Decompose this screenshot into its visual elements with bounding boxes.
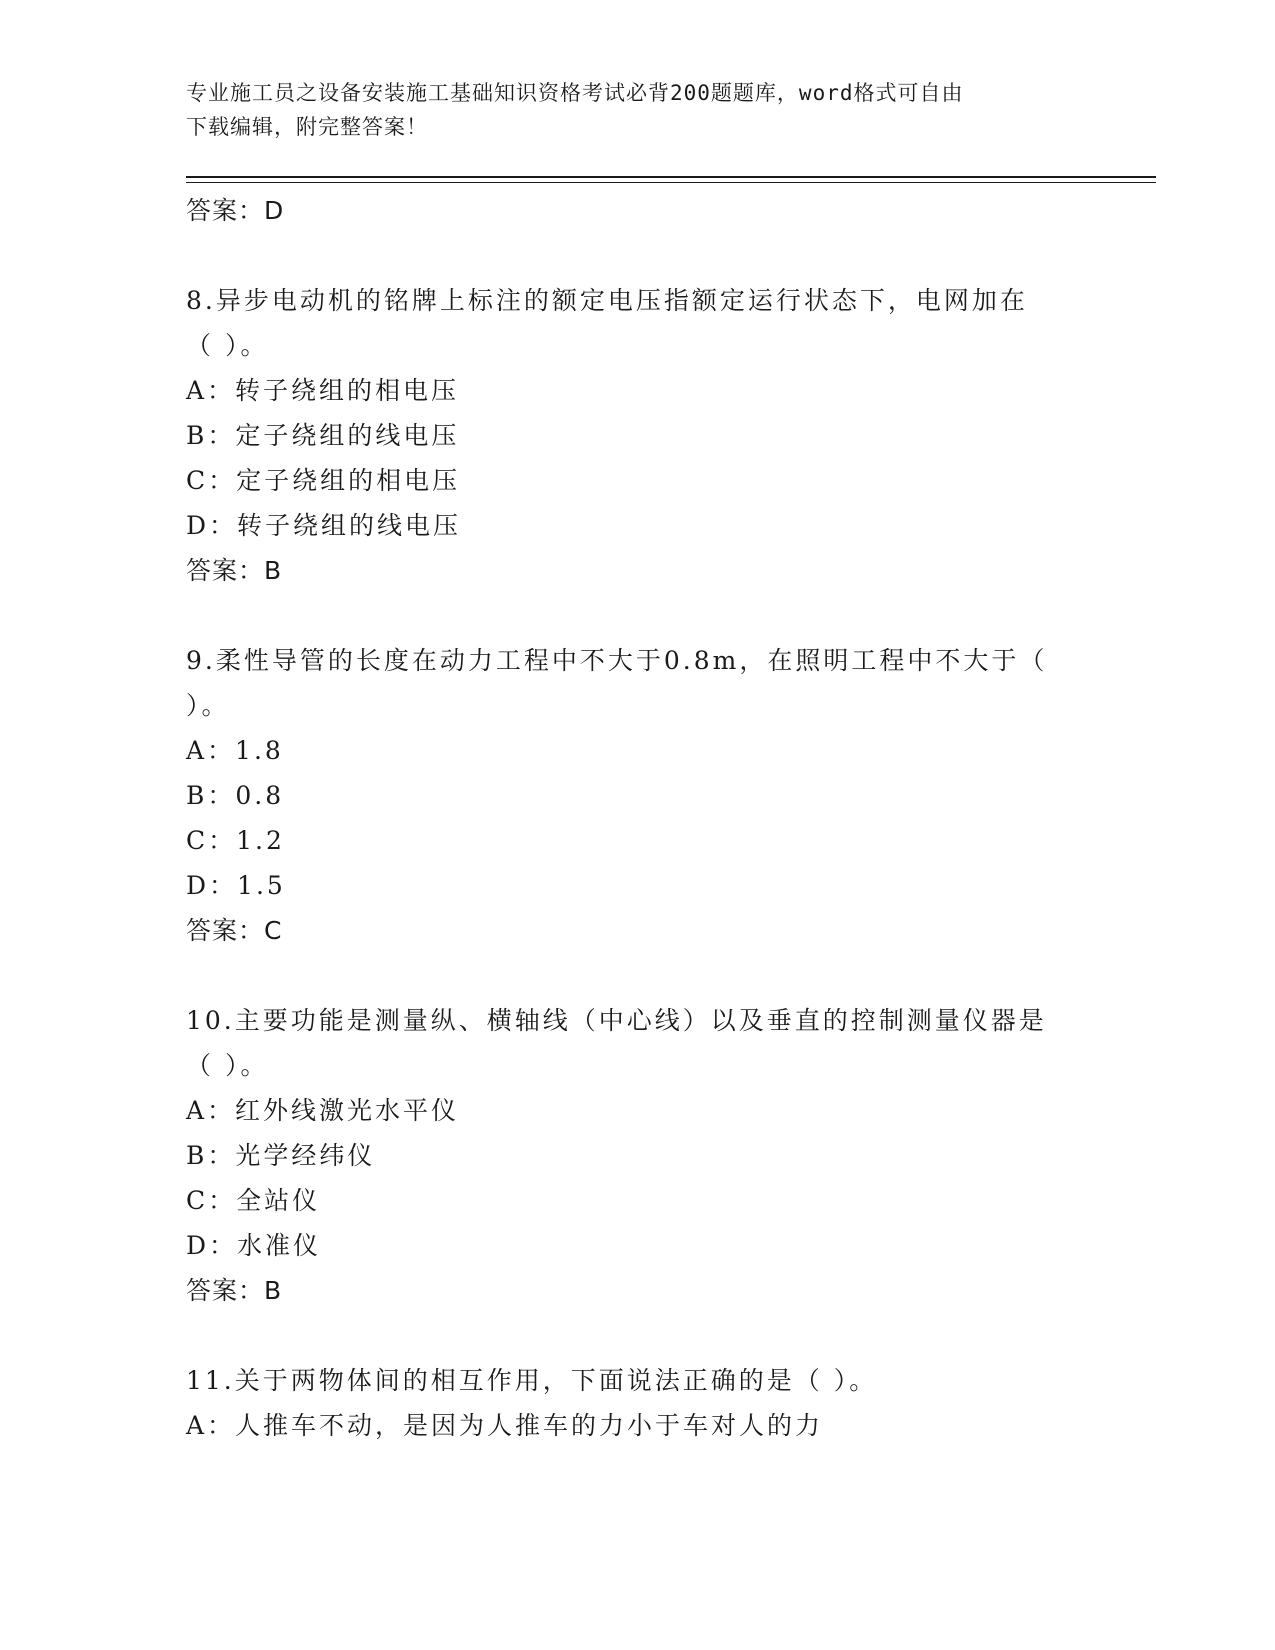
option-d: D：1.5 — [186, 871, 286, 900]
option-b: B：定子绕组的线电压 — [186, 421, 460, 450]
answer: 答案：B — [186, 1276, 283, 1305]
option-d: D：水准仪 — [186, 1231, 322, 1260]
question-stem: 8.异步电动机的铭牌上标注的额定电压指额定运行状态下，电网加在 — [186, 286, 1028, 315]
option-b: B：光学经纬仪 — [186, 1141, 376, 1170]
question-stem-continued: ）。 — [186, 691, 230, 720]
option-c: C：全站仪 — [186, 1186, 321, 1215]
option-a: A：1.8 — [186, 736, 284, 765]
spacer — [186, 1313, 1086, 1358]
option-d: D：转子绕组的线电压 — [186, 511, 462, 540]
question-stem: 10.主要功能是测量纵、横轴线（中心线）以及垂直的控制测量仪器是 — [186, 1006, 1047, 1035]
question-list — [186, 188, 1086, 1448]
spacer — [186, 953, 1086, 998]
question-10 — [186, 998, 1086, 1313]
document-header — [186, 76, 1086, 144]
question-stem-continued: （ ）。 — [186, 331, 269, 360]
option-a: A：人推车不动，是因为人推车的力小于车对人的力 — [186, 1411, 824, 1440]
question-stem-continued: （ ）。 — [186, 1051, 269, 1080]
header-title-line-2: 下载编辑，附完整答案！ — [186, 115, 428, 139]
answer: 答案：C — [186, 916, 283, 945]
option-c: C：1.2 — [186, 826, 285, 855]
previous-answer: 答案：D — [186, 196, 285, 225]
header-title-line-1: 专业施工员之设备安装施工基础知识资格考试必背200题题库，word格式可自由 — [186, 81, 964, 105]
question-9 — [186, 638, 1086, 953]
spacer — [186, 593, 1086, 638]
header-rule-thin — [186, 182, 1156, 183]
option-a: A：转子绕组的相电压 — [186, 376, 460, 405]
header-rule-thick — [186, 176, 1156, 178]
question-stem: 11.关于两物体间的相互作用，下面说法正确的是（ ）。 — [186, 1366, 878, 1395]
option-c: C：定子绕组的相电压 — [186, 466, 461, 495]
question-11 — [186, 1358, 1086, 1448]
question-stem: 9.柔性导管的长度在动力工程中不大于0.8m，在照明工程中不大于（ — [186, 646, 1048, 675]
question-8 — [186, 278, 1086, 593]
option-b: B：0.8 — [186, 781, 285, 810]
answer: 答案：B — [186, 556, 283, 585]
option-a: A：红外线激光水平仪 — [186, 1096, 460, 1125]
spacer — [186, 233, 1086, 278]
